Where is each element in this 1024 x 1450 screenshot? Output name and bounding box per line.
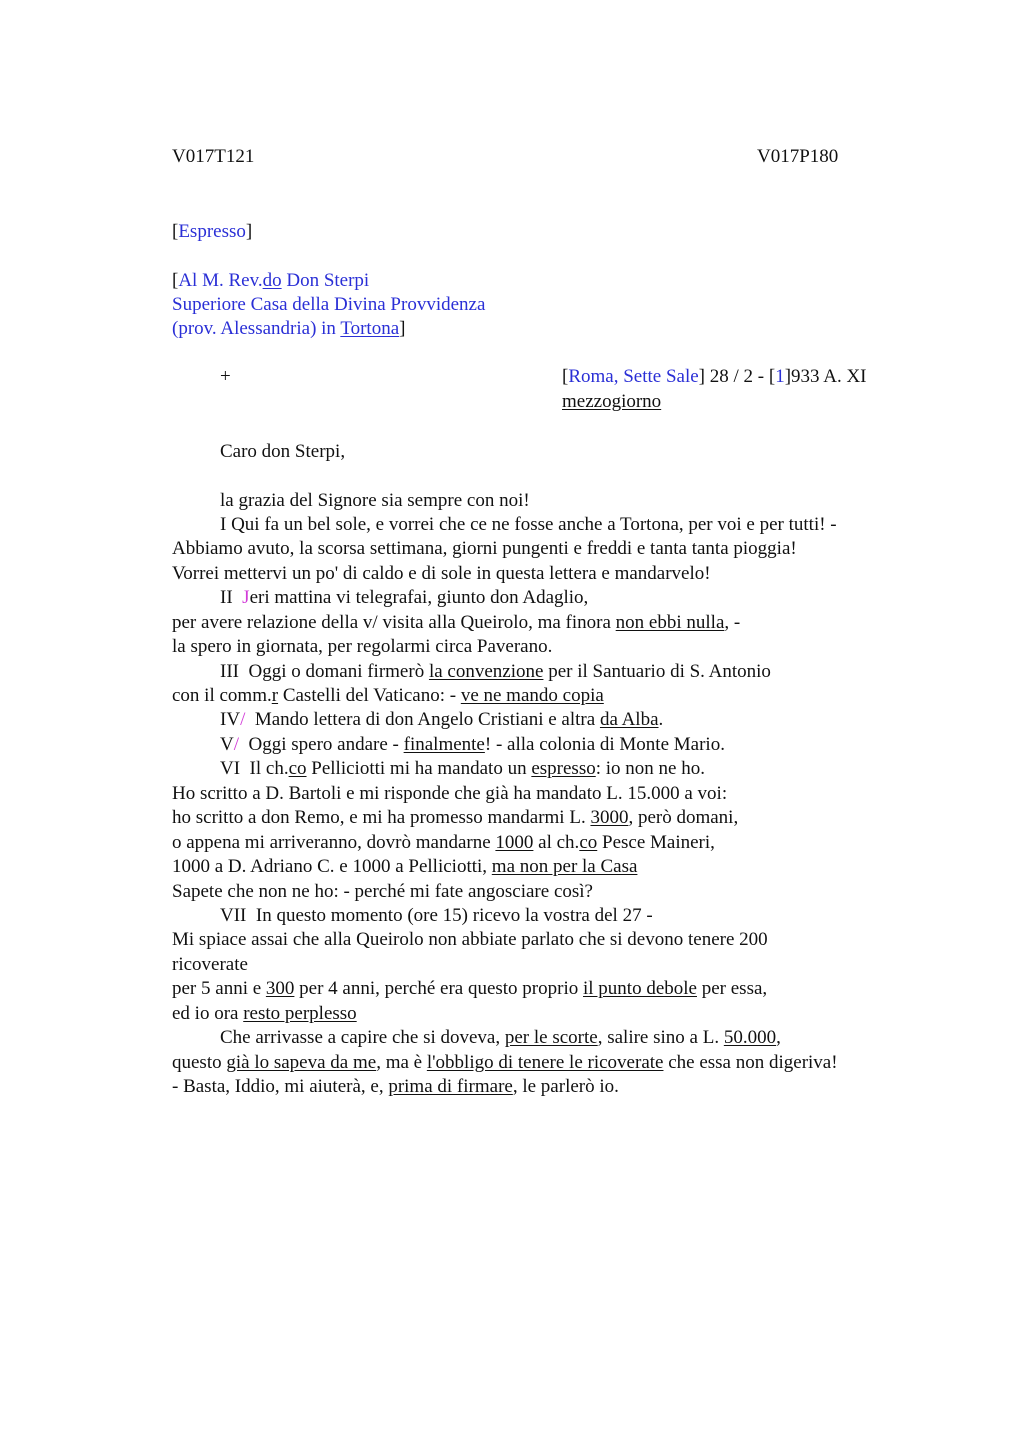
salutation: Caro don Sterpi, (220, 441, 346, 462)
body-line: ho scritto a don Remo, e mi ha promesso mandarmi L. 3000, però domani, (172, 807, 739, 828)
espresso-text: Espresso (178, 221, 246, 242)
body-line: 1000 a D. Adriano C. e 1000 a Pelliciotti, ma non per la Casa (172, 856, 638, 877)
body-line: con il comm.r Castelli del Vaticano: - ve ne mando copia (172, 685, 604, 706)
body-line: ricoverate (172, 954, 248, 975)
place-text: Roma, Sette Sale (568, 366, 699, 387)
body-line: - Basta, Iddio, mi aiuterà, e, prima di firmare, le parlerò io. (172, 1076, 619, 1097)
body-line: Ho scritto a D. Bartoli e mi risponde che già ha mandato L. 15.000 a voi: (172, 783, 728, 804)
archive-code-left: V017T121 (172, 146, 255, 167)
body-line: la spero in giornata, per regolarmi circa Paverano. (172, 636, 553, 657)
body-line: IV/ Mando lettera di don Angelo Cristiani e altra da Alba. (220, 709, 664, 730)
body-line: Sapete che non ne ho: - perché mi fate angosciare così? (172, 881, 593, 902)
body-line: Abbiamo avuto, la scorsa settimana, giorni pungenti e freddi e tanta tanta pioggia! (172, 538, 797, 559)
body-line: VI Il ch.co Pelliciotti mi ha mandato un espresso: io non ne ho. (220, 758, 705, 779)
body-line: ed io ora resto perplesso (172, 1003, 357, 1024)
body-line: questo già lo sapeva da me, ma è l'obbligo di tenere le ricoverate che essa non digeriva! (172, 1052, 838, 1073)
address-line-3: (prov. Alessandria) in Tortona] (172, 318, 406, 339)
date-line: [Roma, Sette Sale] 28 / 2 - [1]933 A. XI (562, 366, 867, 387)
body-line: II Jeri mattina vi telegrafai, giunto don Adaglio, (220, 587, 589, 608)
body-line: V/ Oggi spero andare - finalmente! - alla colonia di Monte Mario. (220, 734, 725, 755)
body-line: Che arrivasse a capire che si doveva, per le scorte, salire sino a L. 50.000, (220, 1027, 781, 1048)
archive-code-right: V017P180 (757, 146, 839, 167)
body-line: per avere relazione della v/ visita alla Queirolo, ma finora non ebbi nulla, - (172, 612, 741, 633)
body-line: Mi spiace assai che alla Queirolo non abbiate parlato che si devono tenere 200 (172, 929, 768, 950)
body-line: la grazia del Signore sia sempre con noi! (220, 490, 530, 511)
body-line: I Qui fa un bel sole, e vorrei che ce ne fosse anche a Tortona, per voi e per tutti! - (220, 514, 837, 535)
body-line: o appena mi arriveranno, dovrò mandarne 1000 al ch.co Pesce Maineri, (172, 832, 715, 853)
address-line-2: Superiore Casa della Divina Provvidenza (172, 294, 486, 315)
body-line: Vorrei mettervi un po' di caldo e di sole in questa lettera e mandarvelo! (172, 563, 711, 584)
espresso-note: [Espresso] (172, 221, 253, 242)
cross-symbol: + (220, 366, 231, 387)
body-line: VII In questo momento (ore 15) ricevo la vostra del 27 - (220, 905, 653, 926)
body-line: per 5 anni e 300 per 4 anni, perché era questo proprio il punto debole per essa, (172, 978, 768, 999)
body-line: III Oggi o domani firmerò la convenzione per il Santuario di S. Antonio (220, 661, 771, 682)
address-line-1: [Al M. Rev.do Don Sterpi (172, 270, 370, 291)
time-text: mezzogiorno (562, 391, 662, 412)
